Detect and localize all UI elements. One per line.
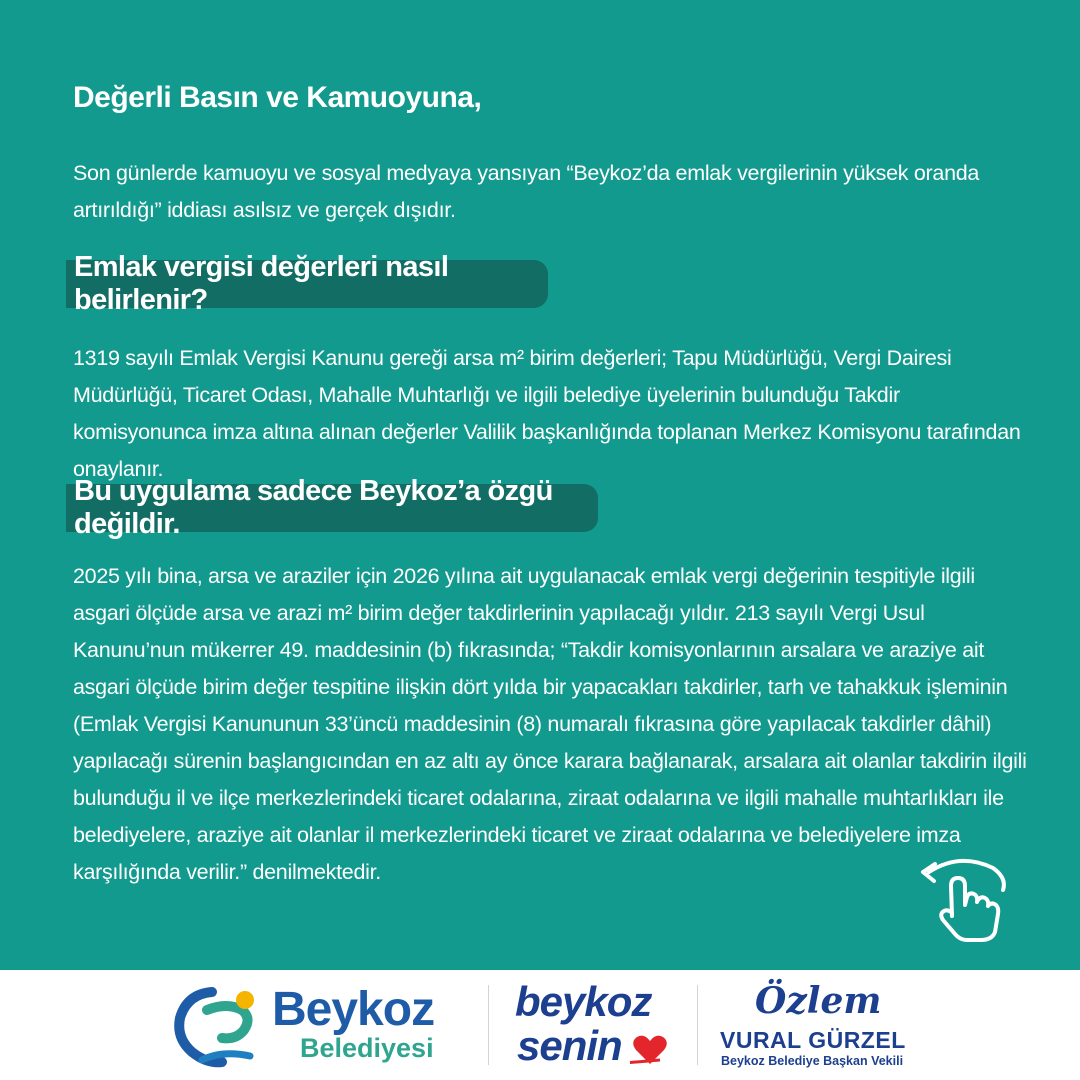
intro-paragraph: Son günlerde kamuoyu ve sosyal medyaya yansıyan “Beykoz’da emlak vergilerinin yüksek oranda artırıldığı” iddiası asılsız ve gerçek dışıdır. — [73, 161, 980, 222]
beykoz-emblem-icon — [172, 980, 267, 1070]
footer-divider — [697, 985, 698, 1065]
beykoz-senin-line2: senin — [517, 1022, 622, 1069]
beykoz-senin-line1: beykoz — [515, 978, 652, 1025]
beykoz-senin-logo — [505, 978, 685, 1073]
beykoz-wordmark: Beykoz — [272, 983, 435, 1036]
beykoz-belediyesi-logo — [172, 980, 472, 1070]
section-heading-pill-2 — [66, 475, 598, 540]
body-paragraph-1: 1319 sayılı Emlak Vergisi Kanunu gereği arsa m² birim değerleri; Tapu Müdürlüğü, Vergi Dairesi Müdürlüğü, Ticaret Odası, Mahalle Muhtarlığı ve ilgili belediye üyelerinin bulunduğu Takdir komisyonunca imza altına alınan değerler Valilik başkanlığında toplanan Merkez Komisyonu tarafından onaylanır. — [73, 346, 1021, 481]
swipe-hand-icon[interactable] — [915, 850, 1010, 945]
ozlem-vural-gurzel-logo — [715, 980, 915, 1075]
heart-icon — [630, 1030, 670, 1072]
section-heading-1: Emlak vergisi değerleri nasıl belirlenir? — [74, 251, 449, 316]
footer-divider — [488, 985, 489, 1065]
section-heading-pill-1 — [66, 251, 548, 316]
greeting-title: Değerli Basın ve Kamuoyuna, — [73, 81, 482, 114]
ozlem-script: Özlem — [755, 980, 882, 1022]
belediyesi-wordmark: Belediyesi — [300, 1033, 434, 1063]
deputy-mayor-title: Beykoz Belediye Başkan Vekili — [721, 1054, 904, 1068]
vural-gurzel-name: VURAL GÜRZEL — [720, 1027, 906, 1053]
section-heading-2: Bu uygulama sadece Beykoz’a özgü değildir. — [74, 475, 553, 540]
body-paragraph-2: 2025 yılı bina, arsa ve araziler için 2026 yılına ait uygulanacak emlak vergi değerinin tespitiyle ilgili asgari ölçüde arsa ve arazi m² birim değer takdirlerinin yapılacağı yıldır. 213 sayılı Vergi Usul Kanunu’nun mükerrer 49. maddesinin (b) fıkrasında; “Takdir komisyonlarının arsalara ve araziye ait asgari ölçüde birim değer tespitine ilişkin dört yılda bir yapacakları takdirler, tarh ve tahakkuk işleminin (Emlak Vergisi Kanununun 33’üncü maddesinin (8) numaralı fıkrasına göre yapılacak takdirler dâhil) yapılacağı sürenin başlangıcından en az altı ay önce karara bağlanarak, arsalara ait olanlar takdirin ilgili bulunduğu il ve ilçe merkezlerindeki ticaret odalarına, ziraat odalarına ve ilgili mahalle muhtarlıkları ile belediyelere, araziye ait olanlar il merkezlerindeki ticaret ve ziraat odalarına ve belediyelere imza karşılığında verilir.” denilmektedir. — [73, 564, 1027, 884]
